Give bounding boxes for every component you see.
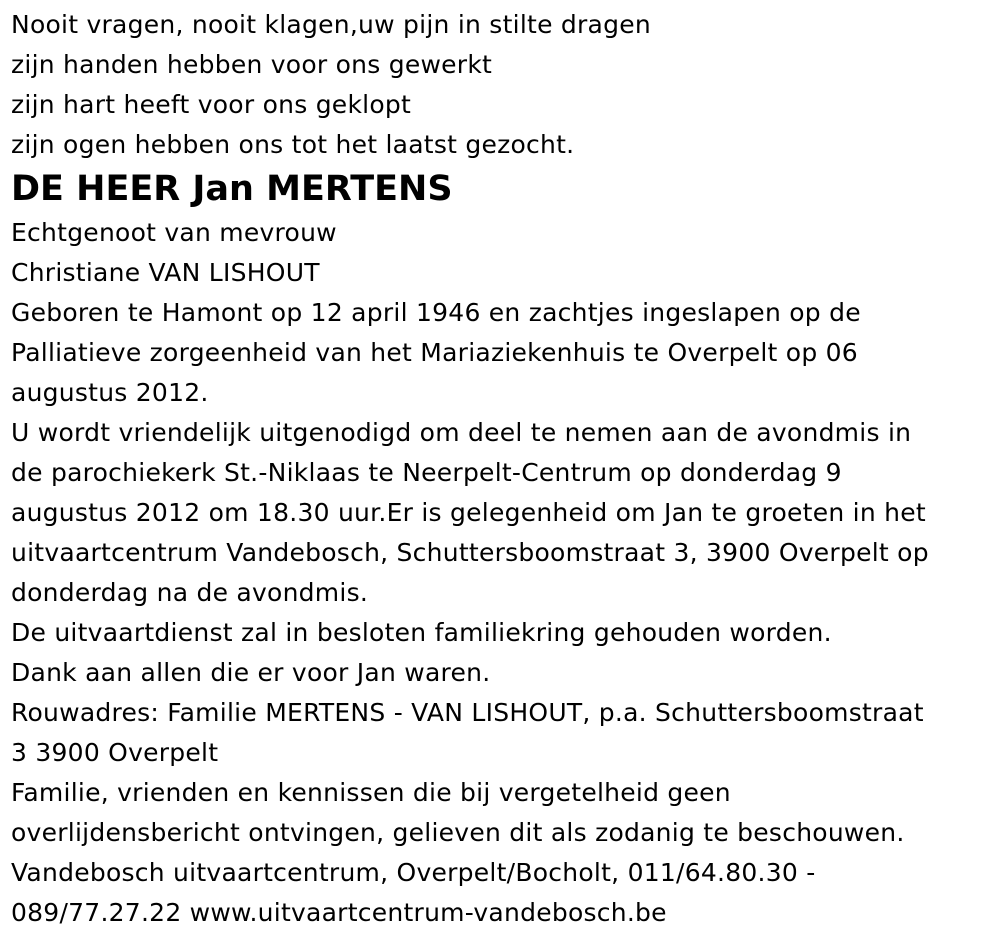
text-line: 089/77.27.22 www.uitvaartcentrum-vandebosch.be [11, 898, 667, 927]
spouse-name: Christiane VAN LISHOUT [11, 258, 320, 287]
deceased-name: DE HEER Jan MERTENS [11, 169, 453, 209]
poem-line: Nooit vragen, nooit klagen,uw pijn in stilte dragen [11, 10, 651, 39]
thanks-note: Dank aan allen die er voor Jan waren. [11, 658, 491, 687]
text-line: de parochiekerk St.-Niklaas te Neerpelt-Centrum op donderdag 9 [11, 458, 842, 487]
text-line: Rouwadres: Familie MERTENS - VAN LISHOUT, p.a. Schuttersboomstraat [11, 698, 924, 727]
text-line: augustus 2012. [11, 378, 209, 407]
funeral-home-contact [11, 853, 991, 933]
poem-line: zijn handen hebben voor ons gewerkt [11, 50, 493, 79]
text-line: Familie, vrienden en kennissen die bij vergetelheid geen [11, 778, 731, 807]
memorial-poem [11, 5, 991, 165]
notice-paragraph [11, 773, 991, 853]
invitation-paragraph [11, 413, 991, 613]
birth-death-paragraph [11, 293, 991, 413]
text-line: U wordt vriendelijk uitgenodigd om deel te nemen aan de avondmis in [11, 418, 912, 447]
text-line: 3 3900 Overpelt [11, 738, 219, 767]
text-line: uitvaartcentrum Vandebosch, Schuttersboomstraat 3, 3900 Overpelt op [11, 538, 929, 567]
text-line: donderdag na de avondmis. [11, 578, 369, 607]
text-line: Palliatieve zorgeenheid van het Mariaziekenhuis te Overpelt op 06 [11, 338, 858, 367]
poem-line: zijn hart heeft voor ons geklopt [11, 90, 412, 119]
spouse-label: Echtgenoot van mevrouw [11, 218, 337, 247]
obituary-notice [11, 5, 991, 933]
text-line: overlijdensbericht ontvingen, gelieven dit als zodanig te beschouwen. [11, 818, 905, 847]
poem-line: zijn ogen hebben ons tot het laatst gezocht. [11, 130, 575, 159]
text-line: Vandebosch uitvaartcentrum, Overpelt/Bocholt, 011/64.80.30 - [11, 858, 816, 887]
mourning-address [11, 693, 991, 773]
funeral-note: De uitvaartdienst zal in besloten familiekring gehouden worden. [11, 618, 832, 647]
text-line: Geboren te Hamont op 12 april 1946 en zachtjes ingeslapen op de [11, 298, 861, 327]
text-line: augustus 2012 om 18.30 uur.Er is gelegenheid om Jan te groeten in het [11, 498, 926, 527]
